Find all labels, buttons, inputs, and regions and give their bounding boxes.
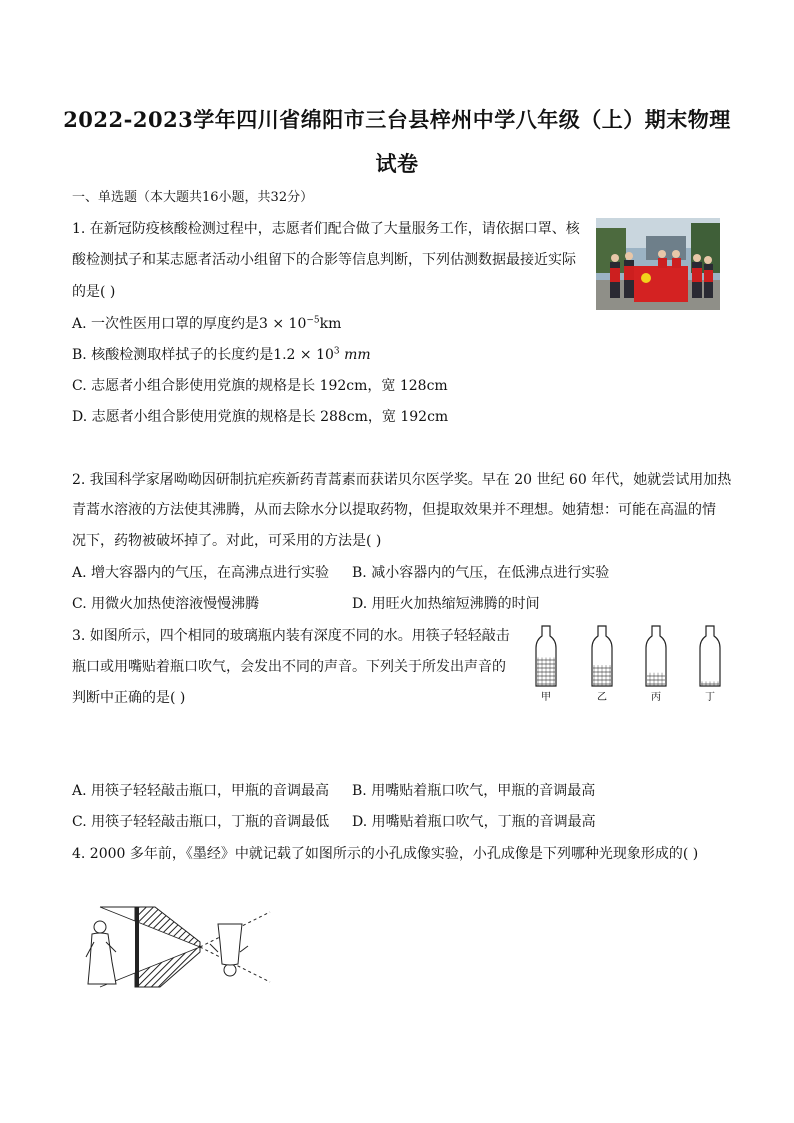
bottle-label: 乙: [597, 692, 607, 702]
option-b-text: B. 核酸检测取样拭子的长度约是1.2 × 10: [72, 347, 334, 363]
question-1-option-b[interactable]: [72, 344, 371, 364]
question-3-line-1: 3. 如图所示，四个相同的玻璃瓶内装有深度不同的水。用筷子轻轻敲击: [72, 628, 510, 644]
question-3-option-b[interactable]: B. 用嘴贴着瓶口吹气，甲瓶的音调最高: [352, 783, 596, 799]
question-2-line-2: 青蒿水溶液的方法使其沸腾，从而去除水分以提取药物，但提取效果并不理想。她猜想：可能在高温的情: [72, 502, 716, 518]
bottle-3: [646, 626, 666, 702]
question-4-line-1: 4. 2000 多年前，《墨经》中就记载了如图所示的小孔成像实验，小孔成像是下列哪种光现象形成的( ): [72, 846, 699, 862]
question-3-line-2: 瓶口或用嘴贴着瓶口吹气，会发出不同的声音。下列关于所发出声音的: [72, 659, 506, 675]
question-2-option-c[interactable]: C. 用微火加热使溶液慢慢沸腾: [72, 596, 260, 612]
question-3-line-3: 判断中正确的是( ): [72, 690, 186, 706]
question-2-line-3: 况下，药物被破坏掉了。对此，可采用的方法是( ): [72, 533, 382, 549]
bottle-label: 丁: [705, 692, 715, 702]
bottles-figure: [528, 622, 738, 702]
pinhole-figure: [80, 902, 280, 992]
page-title-line1: 2022-2023学年四川省绵阳市三台县梓州中学八年级（上）期末物理: [63, 107, 731, 132]
bottle-label: 丙: [651, 692, 661, 702]
section-heading: 一、单选题（本大题共16小题，共32分）: [72, 190, 314, 205]
question-2-option-d[interactable]: D. 用旺火加热缩短沸腾的时间: [352, 596, 540, 612]
question-1-line-2: 酸检测拭子和某志愿者活动小组留下的合影等信息判断，下列估测数据最接近实际: [72, 252, 576, 268]
option-a-unit: km: [319, 316, 342, 332]
question-1-option-d[interactable]: D. 志愿者小组合影使用党旗的规格是长 288cm，宽 192cm: [72, 409, 449, 425]
question-3-option-d[interactable]: D. 用嘴贴着瓶口吹气，丁瓶的音调最高: [352, 814, 596, 830]
bottle-2: [592, 626, 612, 702]
bottle-label: 甲: [541, 692, 551, 702]
question-1-line-3: 的是( ): [72, 284, 116, 300]
question-2-option-a[interactable]: A. 增大容器内的气压，在高沸点进行实验: [72, 565, 330, 581]
page-title-line2: 试卷: [375, 151, 419, 176]
person-inverted: [210, 924, 248, 976]
option-a-text: A. 一次性医用口罩的厚度约是3 × 10: [72, 316, 307, 332]
option-b-exponent: 3: [333, 346, 340, 357]
question-2-line-1: 2. 我国科学家屠呦呦因研制抗疟疾新药青蒿素而获诺贝尔医学奖。早在 20 世纪 60 年代，她就尝试用加热: [72, 472, 732, 488]
option-b-unit: mm: [339, 347, 371, 363]
option-a-exponent: −5: [306, 315, 320, 326]
question-1-option-a[interactable]: [72, 313, 341, 333]
question-1-line-1: 1. 在新冠防疫核酸检测过程中，志愿者们配合做了大量服务工作，请依据口罩、核: [72, 221, 580, 237]
question-2-option-b[interactable]: B. 减小容器内的气压，在低沸点进行实验: [352, 565, 610, 581]
bottle-4: [700, 626, 720, 702]
question-3-option-c[interactable]: C. 用筷子轻轻敲击瓶口，丁瓶的音调最低: [72, 814, 330, 830]
volunteer-photo: [596, 218, 720, 310]
question-3-option-a[interactable]: A. 用筷子轻轻敲击瓶口，甲瓶的音调最高: [72, 783, 330, 799]
bottle-1: [536, 626, 556, 702]
question-1-option-c[interactable]: C. 志愿者小组合影使用党旗的规格是长 192cm，宽 128cm: [72, 378, 448, 394]
